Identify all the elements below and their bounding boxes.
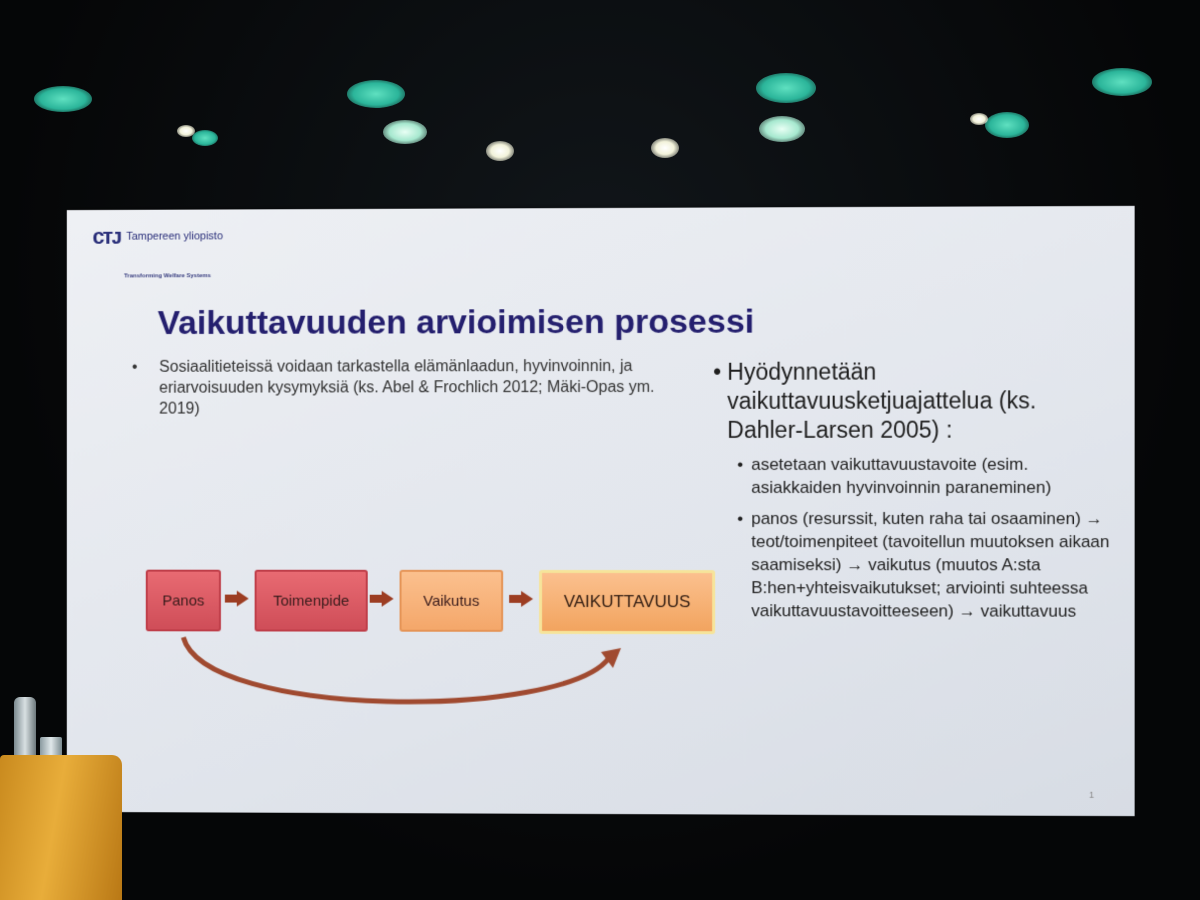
flow-box-vaikuttavuus: VAIKUTTAVUUS — [539, 570, 715, 634]
ceiling-light — [383, 120, 427, 144]
right-column — [713, 357, 1116, 623]
flow-box-panos: Panos — [146, 570, 221, 632]
projection-screen — [67, 206, 1135, 816]
ceiling-light — [970, 113, 988, 125]
ceiling-light — [1092, 68, 1152, 96]
ceiling-light — [192, 130, 218, 146]
ceiling-light — [651, 138, 679, 158]
bullet-icon: • — [737, 508, 744, 529]
slide-number: 1 — [1089, 789, 1095, 800]
right-sub-bullet — [737, 453, 1116, 499]
ceiling-light — [34, 86, 92, 112]
left-bullet-text: Sosiaalitieteissä voidaan tarkastella elämänlaadun, hyvinvoinnin, ja eriarvoisuuden kysymyksiä (ks. Abel & Frochlich 2012; Mäki-Opas ym. 2019) — [159, 357, 655, 418]
bullet-icon: • — [713, 358, 722, 385]
water-bottle — [14, 697, 36, 757]
university-logo-icon: ᴄᴛᴊ — [92, 223, 121, 249]
flow-box-toimenpide: Toimenpide — [255, 570, 368, 632]
project-name: Transforming Welfare Systems — [124, 273, 211, 280]
slide-title: Vaikuttavuuden arvioimisen prosessi — [157, 302, 755, 342]
ceiling-light — [347, 80, 405, 108]
right-sub-bullet — [737, 507, 1116, 623]
right-sub-text-2: panos (resurssit, kuten raha tai osaaminen) → teot/toimenpiteet (tavoitellun muutoksen aikaan saamiseksi) → vaikutus (muutos A:sta B:hen+yhteisvaikutukset; arviointi suhteessa vaikuttavuustavoitteeseen) → vaikuttavuus — [751, 508, 1110, 621]
flow-box-vaikutus: Vaikutus — [400, 570, 504, 632]
ceiling-light — [756, 73, 816, 103]
ceiling-light — [985, 112, 1029, 138]
right-sub-text-1: asetetaan vaikuttavuustavoite (esim. asiakkaiden hyvinvoinnin paraneminen) — [751, 454, 1052, 497]
ceiling-light — [486, 141, 514, 161]
bullet-icon: • — [737, 454, 744, 474]
right-main-text: Hyödynnetään vaikuttavuusketjuajattelua (ks. Dahler-Larsen 2005) : — [727, 358, 1037, 443]
ceiling-light — [759, 116, 805, 142]
water-glass — [40, 737, 62, 757]
flow-diagram — [146, 570, 743, 711]
speaker-table — [0, 755, 122, 900]
curved-arrow-icon — [146, 570, 743, 711]
logo-text: Tampereen yliopisto — [126, 230, 223, 243]
bullet-icon: • — [131, 358, 138, 376]
right-main-bullet — [713, 357, 1116, 445]
left-bullet — [132, 356, 689, 420]
university-logo — [92, 223, 222, 249]
